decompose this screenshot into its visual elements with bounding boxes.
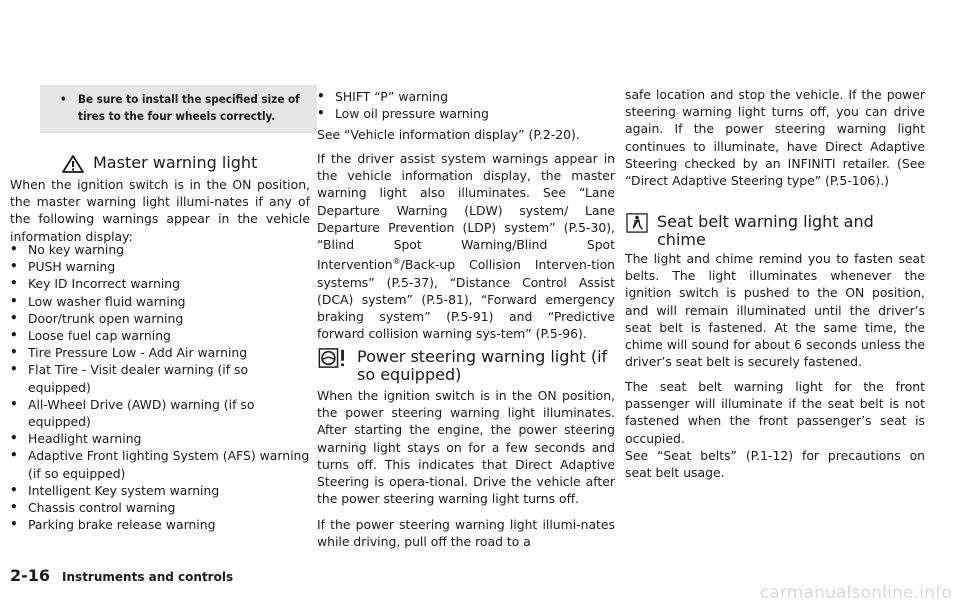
section-title: Instruments and controls [62,570,234,584]
list-item-text: All-Wheel Drive (AWD) warning (if so equipped) [28,396,255,430]
bullet: • [10,276,18,291]
paragraph-part: If the driver assist system warnings appear in the vehicle information display, the master warning light also illuminates. See “Lane Departure Warning (LDW) system/ Lane Departure Prevention (LDP) system” (P.5-30), “Blind Spot Warning/Blind Spot Intervention [317,151,615,273]
list-item [10,499,310,516]
power-steering-continued: safe location and stop the vehicle. If the power steering warning light turns off, you can drive again. If the power steering warning light continues to illuminate, have Direct Adaptive Steering checked by an INFINITI retailer. (See “Direct Adaptive Steering type” (P.5-106).) [625,87,925,189]
bullet: • [10,259,18,274]
heading-text: Power steering warning light (if so equipped) [357,347,608,384]
list-item [10,396,310,430]
list-item-text: Intelligent Key system warning [28,482,220,498]
seat-belt-see-paragraph: See “Seat belts” (P.1-12) for precautions on seat belt usage. [625,448,925,481]
warning-list-continued [317,88,615,122]
bullet: • [10,482,18,497]
list-item [10,430,310,447]
list-item [10,327,310,344]
intro-paragraph: When the ignition switch is in the ON position, the master warning light illumi-nates if any of the following warnings appear in the vehicle information display: [10,177,310,244]
registered-mark: ® [392,257,401,267]
list-item-text: Adaptive Front lighting System (AFS) warning (if so equipped) [28,448,310,481]
bullet: • [10,448,18,463]
caution-text: Be sure to install the specified size of tires to the four wheels correctly. [78,92,300,123]
list-item-text: Flat Tire - Visit dealer warning (if so equipped) [28,362,249,395]
section-heading-power-steering [317,348,615,384]
list-item [317,88,615,105]
bullet: • [10,517,18,532]
list-item [10,482,310,499]
bullet: • [10,396,18,411]
power-steering-paragraph-2: If the power steering warning light illumi-nates while driving, pull off the road to a [317,517,615,550]
caution-item [60,91,310,125]
list-item [10,241,310,258]
list-item-text: Key ID Incorrect warning [28,276,180,292]
heading-text: Master warning light [93,153,258,172]
list-item-text: Low washer fluid warning [28,293,186,309]
list-item [10,293,310,310]
bullet: • [60,92,67,106]
warning-triangle-icon [61,154,85,174]
warning-list [10,241,310,533]
section-heading-master-warning [61,154,311,174]
bullet: • [10,362,18,377]
list-item [10,447,310,481]
bullet: • [10,310,18,325]
driver-assist-paragraph [317,150,615,342]
list-item [317,105,615,122]
page-footer [10,566,233,585]
list-item-text: Loose fuel cap warning [28,328,171,344]
list-item-text: Parking brake release warning [28,517,216,533]
see-reference: See “Vehicle information display” (P.2-20). [317,127,580,142]
heading-text: Seat belt warning light and chime [657,212,874,249]
paragraph-part: /Back-up Collision Interven-tion systems” (P.5-37), “Distance Control Assist (DCA) system” (P.5-81), “Forward emergency braking system” (P.5-91) and “Predictive forward collision warning sys-tem” (P.5-96). [317,257,615,342]
bullet: • [10,431,18,446]
list-item [10,344,310,361]
section-heading-seat-belt [625,213,925,249]
watermark: carmanualsonline.info [759,583,952,603]
seat-belt-icon [625,213,649,233]
page-number: 2-16 [10,566,51,585]
bullet: • [10,328,18,343]
list-item-text: Headlight warning [28,431,142,447]
bullet: • [10,242,18,256]
list-item-text: No key warning [28,242,125,257]
front-passenger-paragraph: The seat belt warning light for the front passenger will illuminate if the seat belt is not fastened when the front passenger’s seat is occupied. [625,379,925,446]
list-item [10,516,310,533]
caution-box [40,85,317,133]
list-item-text: Door/trunk open warning [28,310,184,326]
list-item-text: Low oil pressure warning [335,106,489,122]
steering-wheel-warning-icon [317,348,349,368]
bullet: • [317,89,325,103]
power-steering-paragraph: When the ignition switch is in the ON position, the power steering warning light illuminates. After starting the engine, the power steering warning light stays on for a few seconds and turns off. This indicates that Direct Adaptive Steering is opera-tional. Drive the vehicle after the power steering warning light turns off. [317,388,615,507]
list-item [10,258,310,275]
seat-belt-paragraph: The light and chime remind you to fasten seat belts. The light illuminates whenever the ignition switch is pushed to the ON position, and will remain illuminated until the driver’s seat belt is fastened. At the same time, the chime will sound for about 6 seconds unless the driver’s seat belt is securely fastened. [625,251,925,370]
list-item-text: Tire Pressure Low - Add Air warning [28,345,248,361]
list-item [10,361,310,395]
bullet: • [10,500,18,515]
bullet: • [10,345,18,360]
list-item [10,275,310,292]
list-item-text: PUSH warning [28,259,116,275]
bullet: • [317,106,325,121]
list-item-text: SHIFT “P” warning [335,89,448,104]
list-item-text: Chassis control warning [28,500,176,516]
list-item [10,310,310,327]
bullet: • [10,293,18,308]
